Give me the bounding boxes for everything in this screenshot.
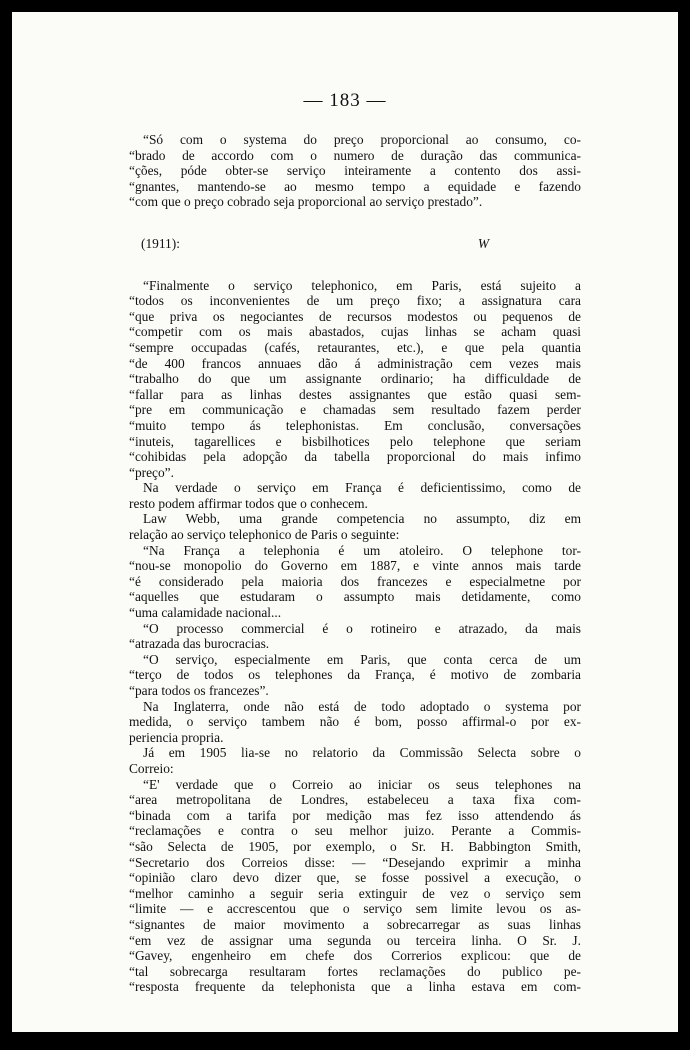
document-page — [12, 12, 678, 1032]
text-line: “opinião claro devo dizer que, se fosse possivel a execução, o — [129, 870, 581, 886]
text-line: “O serviço, especialmente em Paris, que conta cerca de um — [143, 651, 581, 667]
text-line: “tal sobrecarga resultaram fortes reclamações do publico pe- — [129, 963, 581, 979]
text-line: Na Inglaterra, onde não está de todo adoptado o systema por — [143, 698, 581, 714]
text-line: “são Selecta de 1905, por exemplo, o Sr. H. Babbington Smith, — [129, 838, 581, 854]
text-line: “Gavey, engenheiro em chefe dos Correrios explicou: que de — [129, 948, 581, 964]
text-line: “brado de accordo com o numero de duração das communica- — [129, 147, 581, 163]
text-line: “em vez de assignar uma segunda ou terceira linha. O Sr. J. — [129, 932, 581, 948]
text-line: “signantes de maior movimento a sobrecarregar as suas linhas — [129, 916, 581, 932]
text-line: “nou-se monopolio do Governo em 1887, e vinte annos mais tarde — [129, 558, 581, 574]
dateline-letter: W — [477, 235, 489, 251]
text-line: “todos os inconvenientes de um preço fixo; a assignatura cara — [129, 293, 581, 309]
text-line: Correio: — [129, 760, 174, 776]
text-line: “melhor caminho a seguir seria extinguir de vez o serviço sem — [129, 885, 581, 901]
quote-block-1 — [129, 132, 581, 210]
dateline-year: (1911): — [141, 235, 180, 251]
text-line: “reclamações e contra o seu melhor juizo. Perante a Commis- — [129, 823, 581, 839]
text-line: “limite — e accrescentou que o serviço sem limite levou os as- — [129, 901, 581, 917]
text-line: “para todos os francezes”. — [129, 683, 269, 698]
text-line: “competir com os mais abastados, cujas linhas se acham quasi — [129, 324, 581, 340]
text-line: relação ao serviço telephonico de Paris o seguinte: — [129, 527, 400, 543]
body-text — [129, 132, 581, 995]
text-line: “com que o preço cobrado seja proporcional ao serviço prestado”. — [129, 194, 483, 210]
text-line: “de 400 francos annuaes dão á administração cem vezes mais — [129, 355, 581, 371]
text-line: “que priva os negociantes de recursos modestos ou pequenos de — [129, 308, 581, 324]
text-line: “pre em communicação e chamadas sem resultado fazem perder — [129, 402, 581, 418]
text-line: “ções, póde obter-se serviço inteiramente a contento dos assi- — [129, 163, 581, 179]
quote-block-2 — [129, 278, 581, 481]
text-line: “trabalho do que um assignante ordinario; ha difficuldade de — [129, 371, 581, 387]
text-line: “Secretario dos Correios disse: — “Desejando exprimir a minha — [129, 854, 581, 870]
text-line: “sempre occupadas (cafés, retaurantes, etc.), e que pela quantia — [129, 339, 581, 355]
text-line: Já em 1905 lia-se no relatorio da Commissão Selecta sobre o — [143, 745, 581, 761]
text-line: “O processo commercial é o rotineiro e atrazado, da mais — [143, 620, 581, 636]
quote-block-4 — [129, 621, 581, 652]
text-line: “terço de todos os telephones da França, é motivo de zombaria — [129, 667, 581, 683]
quote-block-5 — [129, 652, 581, 699]
text-line: “area metropolitana de Londres, estabeleceu a taxa fixa com- — [129, 792, 581, 808]
quote-block-6 — [129, 777, 581, 995]
text-line: periencia propria. — [129, 729, 224, 745]
text-line: medida, o serviço tambem não é bom, posso affirmal-o por ex- — [129, 714, 581, 730]
paragraph-webb — [129, 511, 581, 542]
text-line: “fallar para as linhas destes assignantes que estão quasi sem- — [129, 386, 581, 402]
text-line: resto podem affirmar todos que o conhecem. — [129, 495, 368, 511]
paragraph-franca — [129, 480, 581, 511]
page-number: — 183 — — [303, 90, 387, 111]
text-line: “Na França a telephonia é um atoleiro. O telephone tor- — [143, 542, 581, 558]
text-line: “inuteis, tagarellices e bisbilhotices pelo telephone que seriam — [129, 433, 581, 449]
text-line: “é considerado pela maioria dos francezes e especialmetne por — [129, 573, 581, 589]
text-line: Law Webb, uma grande competencia no assumpto, diz em — [143, 511, 581, 527]
text-line: “resposta frequente da telephonista que a linha estava em com- — [129, 979, 581, 995]
text-line: “aquelles que estudaram o assumpto mais detidamente, como — [129, 589, 581, 605]
text-line: “gnantes, mantendo-se ao mesmo tempo a equidade e fazendo — [129, 178, 581, 194]
text-line: “preço”. — [129, 464, 174, 480]
text-line: “Finalmente o serviço telephonico, em Paris, está sujeito a — [143, 277, 581, 293]
text-line: “atrazada das burocracias. — [129, 636, 270, 652]
dateline — [129, 236, 581, 252]
text-line: “cohibidas pela adopção da tabella proporcional do mais infimo — [129, 449, 581, 465]
paragraph-inglaterra — [129, 699, 581, 746]
text-line: Na verdade o serviço em França é deficientissimo, como de — [143, 480, 581, 496]
text-line: “Só com o systema do preço proporcional ao consumo, co- — [143, 132, 581, 147]
text-line: “muito tempo ás telephonistas. Em conclusão, conversações — [129, 417, 581, 433]
text-line: “uma calamidade nacional... — [129, 605, 282, 621]
text-line: “E' verdade que o Correio ao iniciar os seus telephones na — [143, 776, 581, 792]
text-line: “binada com a tarifa por medição mas fez isso attendendo ás — [129, 807, 581, 823]
paragraph-1905 — [129, 745, 581, 776]
quote-block-3 — [129, 543, 581, 621]
